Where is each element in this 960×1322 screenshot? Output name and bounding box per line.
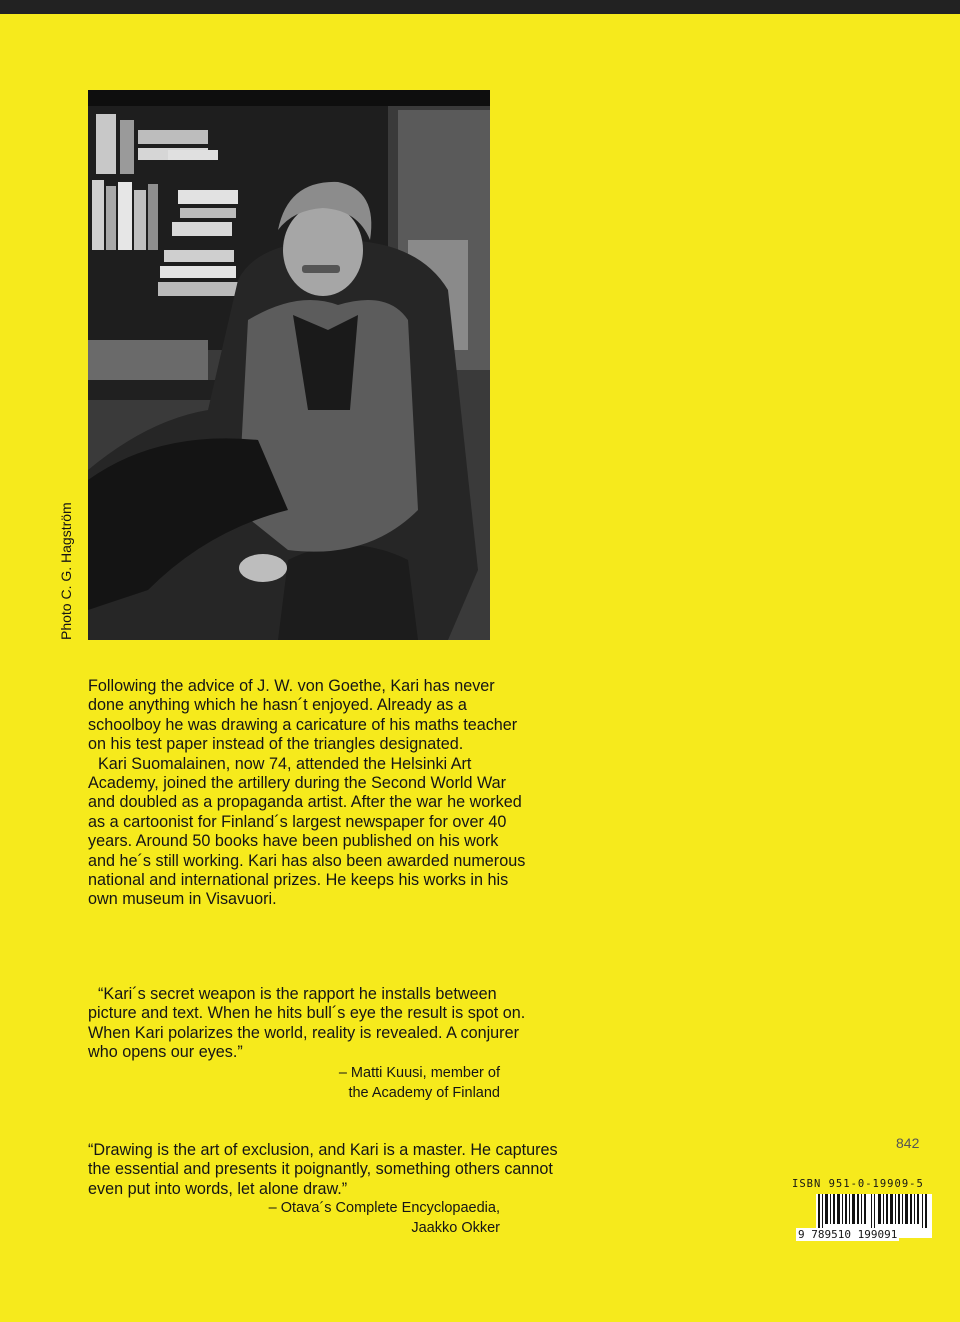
attribution-line: – Matti Kuusi, member of xyxy=(338,1065,500,1081)
barcode-bars-icon xyxy=(816,1194,932,1228)
quote-encyclopaedia-attribution xyxy=(220,1198,500,1238)
author-bio xyxy=(88,677,528,910)
bio-paragraph-1: Following the advice of J. W. von Goethe, Kari has never done anything which he hasn´t enjoyed. Already as a schoolboy he was drawing a caricature of his maths teacher on his test paper instead of the triangles designated. xyxy=(88,677,518,754)
quote-kuusi-attribution xyxy=(320,1064,500,1103)
isbn-label: ISBN 951-0-19909-5 xyxy=(792,1178,924,1190)
quote-encyclopaedia: “Drawing is the art of exclusion, and Kari is a master. He captures the essential and presents it poignantly, something others cannot even put into words, let alone draw.” xyxy=(88,1141,558,1198)
quote-kuusi: “Kari´s secret weapon is the rapport he installs between picture and text. When he hits bull´s eye the result is spot on. When Kari polarizes the world, reality is revealed. A conjurer who opens our eyes.” xyxy=(88,985,526,1062)
back-cover xyxy=(0,14,960,1322)
top-edge xyxy=(0,0,960,14)
barcode-number: 9 789510 199091 xyxy=(798,1228,898,1241)
attribution-line: the Academy of Finland xyxy=(348,1084,500,1101)
attribution-line: – Otava´s Complete Encyclopaedia, xyxy=(268,1200,500,1216)
attribution-line: Jaakko Okker xyxy=(411,1220,500,1236)
product-code: 842 xyxy=(896,1135,920,1151)
author-photo xyxy=(88,90,490,640)
bio-paragraph-2: Kari Suomalainen, now 74, attended the Helsinki Art Academy, joined the artillery during the Second World War and doubled as a propaganda artist. After the war he worked as a cartoonist for Finland´s largest newspaper for over 40 years. Around 50 books have been published on his work and he´s still working. Kari has also been awarded numerous national and international prizes. He keeps his works in his own museum in Visavuori. xyxy=(88,754,526,909)
photo-credit: Photo C. G. Hagström xyxy=(58,502,74,640)
